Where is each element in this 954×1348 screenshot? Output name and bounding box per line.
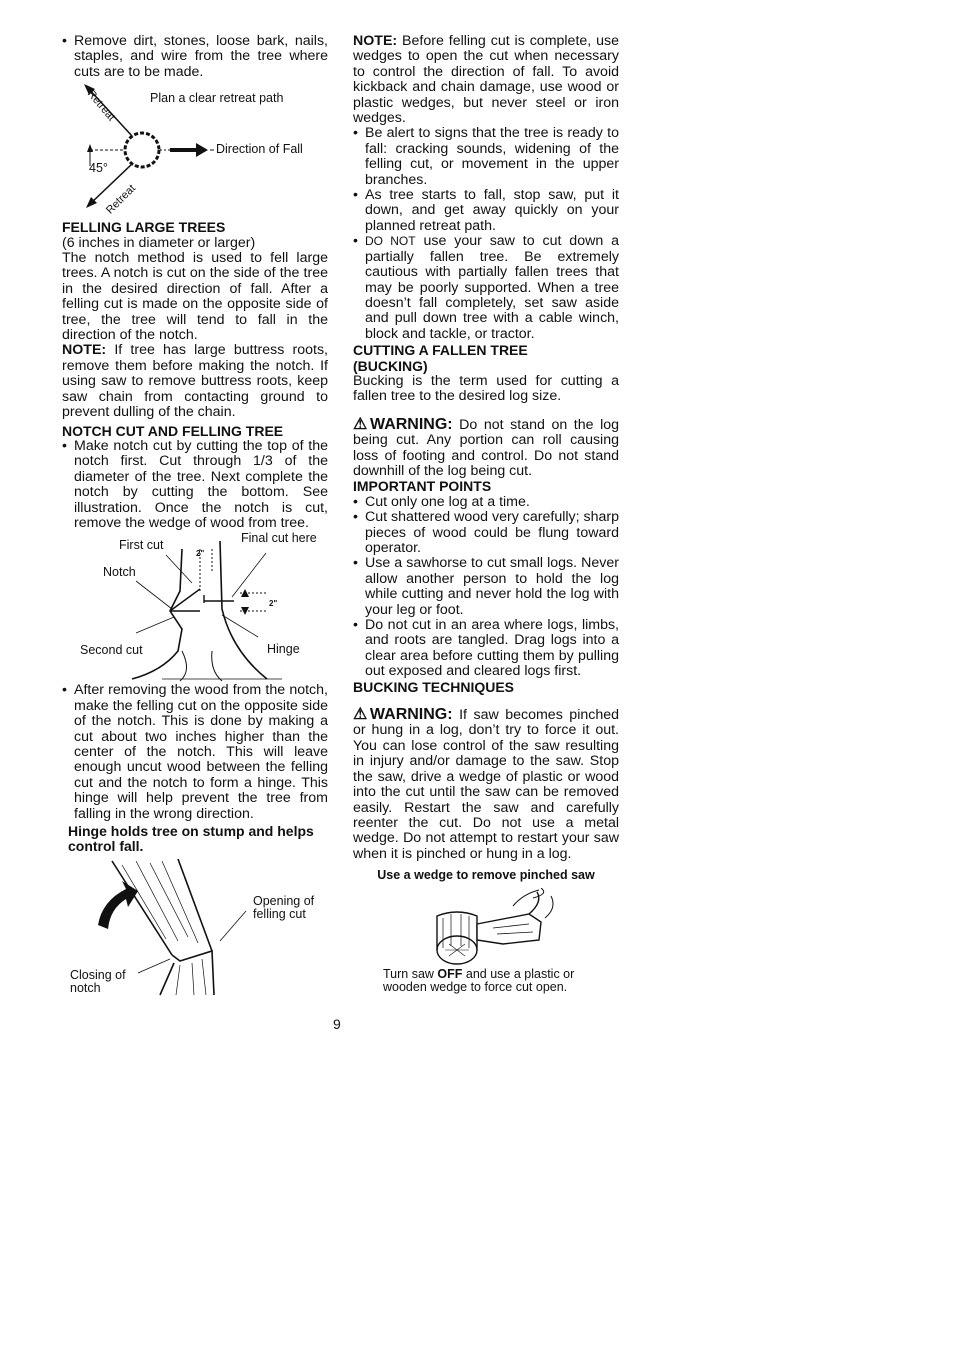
- opening-label: Opening of felling cut: [253, 893, 315, 921]
- list-item: • Make notch cut by cutting the top of the notch first. Cut through 1/3 of the diameter of the tree. Next complete the notch by cutting the bottom. See illustration. Once the notch is cut, remove the wedge of wood from tree.: [62, 439, 328, 531]
- warning-1-body: Do not stand on the log being cut. Any portion can roll causing loss of footing and control. Do not stand downhill of the log being cut.: [353, 416, 620, 479]
- retreat-label-top: Retreat: [84, 88, 118, 124]
- warning-1: [353, 417, 619, 480]
- list-item: • Remove dirt, stones, loose bark, nails, staples, and wire from the tree where cuts are to be made.: [62, 34, 328, 80]
- second-cut-label: Second cut: [80, 643, 143, 658]
- two-inch-label-b: 2": [269, 599, 278, 609]
- cutting-fallen-heading: CUTTING A FALLEN TREE (BUCKING): [353, 342, 528, 374]
- important-points-heading: IMPORTANT POINTS: [353, 478, 492, 495]
- turn-off-caption: [353, 968, 619, 995]
- right-column: [353, 34, 619, 995]
- notch-label: Notch: [103, 565, 136, 580]
- hinge-figure: [62, 855, 328, 997]
- retreat-path-figure: [62, 80, 328, 217]
- list-item: [353, 234, 619, 342]
- hinge-caption: Hinge holds tree on stump and helps control fall.: [68, 823, 314, 855]
- warning-1-label: WARNING:: [369, 415, 453, 433]
- bucking-body: Bucking is the term used for cutting a fallen tree to the desired log size.: [353, 372, 619, 405]
- first-cut-label: First cut: [119, 538, 164, 553]
- warning-2-label: WARNING:: [369, 706, 453, 724]
- warning-2: [353, 707, 619, 862]
- wedge-heading: Use a wedge to remove pinched saw: [377, 868, 595, 883]
- off-label: OFF: [437, 966, 463, 981]
- note-body: If tree has large buttress roots, remove them before making the notch. If using saw to remove buttress roots, keep saw chain from contacting ground to prevent dulling of the chain.: [62, 342, 328, 421]
- important-points-list: [353, 495, 619, 680]
- notch-diagram: [62, 531, 328, 683]
- warning-icon: ⚠: [353, 706, 370, 724]
- bucking-techniques-heading: BUCKING TECHNIQUES: [353, 678, 515, 695]
- direction-of-fall-label: Direction of Fall: [216, 142, 303, 157]
- remove-list: [62, 34, 328, 80]
- angle-label: 45°: [89, 161, 108, 176]
- felling-heading: FELLING LARGE TREES: [62, 219, 226, 236]
- note-label: NOTE:: [62, 342, 107, 359]
- page-number: 9: [333, 1016, 341, 1032]
- after-list: [62, 683, 328, 822]
- list-item: • Cut shattered wood very carefully; sharp pieces of wood could be flung toward operator.: [353, 510, 619, 556]
- pinched-saw-diagram: [353, 888, 619, 968]
- final-cut-label: Final cut here: [241, 531, 317, 546]
- notch-cut-figure: [62, 531, 328, 683]
- left-column: [62, 34, 328, 997]
- list-item: • Use a sawhorse to cut small logs. Never allow another person to hold the log while cutting and never hold the log with your leg or foot.: [353, 556, 619, 618]
- pinched-saw-figure: [353, 888, 619, 968]
- closing-label: Closing of notch: [70, 967, 126, 995]
- note-body-right: Before felling cut is complete, use wedges to open the cut when necessary to control the direction of fall. To avoid kickback and chain damage, use wood or plastic wedges, but never steel or iron wedges.: [353, 33, 619, 127]
- warning-icon: ⚠: [353, 415, 370, 433]
- turn-pre: Turn saw: [383, 966, 438, 981]
- warning-2-body: If saw becomes pinched or hung in a log, don’t try to force it out. You can lose control of the saw resulting in injury and/or damage to the saw. Stop the saw, drive a wedge of plastic or wood into the cut until the saw can be removed easily. Restart the saw and carefully reenter the cut. Do not use a metal wedge. Do not attempt to restart your saw when it is pinched or hung in a log.: [353, 707, 619, 862]
- do-not-label: DO NOT: [365, 234, 416, 249]
- hinge-label: Hinge: [267, 642, 300, 657]
- notch-heading: NOTCH CUT AND FELLING TREE: [62, 422, 284, 439]
- retreat-label-bottom: Retreat: [104, 182, 138, 217]
- list-item: • After removing the wood from the notch, make the felling cut on the opposite side of the notch. This is done by making a cut about two inches higher than the center of the notch. This will leave enough uncut wood between the felling cut and the notch to form a hinge. This hinge will help prevent the tree from falling in the wrong direction.: [62, 683, 328, 822]
- note-label-right: NOTE:: [353, 33, 398, 49]
- two-inch-label-a: 2": [196, 549, 205, 559]
- tree-fall-list: [353, 126, 619, 342]
- felling-subheading: (6 inches in diameter or larger): [62, 234, 256, 251]
- notch-list: [62, 439, 328, 531]
- note-paragraph: [62, 343, 328, 420]
- partial-tree-text: use your saw to cut down a partially fallen tree. Be extremely cautious with partially fallen trees that may be poorly supported. When a tree doesn’t fall completely, set saw aside and pull down tree with a cable winch, block and tackle, or tractor.: [365, 233, 619, 342]
- plan-retreat-label: Plan a clear retreat path: [150, 91, 284, 106]
- note-paragraph-right: [353, 34, 619, 126]
- list-item: • Cut only one log at a time.: [353, 495, 619, 510]
- felling-body: The notch method is used to fell large trees. A notch is cut on the side of the tree in the desired direction of fall. After a felling cut is made on the opposite side of tree, the tree will tend to fall in the direction of the notch.: [62, 250, 328, 344]
- list-item: • Do not cut in an area where logs, limbs, and roots are tangled. Drag logs into a clear area before cutting them by pulling out exposed and cleared logs first.: [353, 618, 619, 680]
- turn-post: and use a plastic or wooden wedge to force cut open.: [383, 966, 575, 995]
- list-item: • As tree starts to fall, stop saw, put it down, and get away quickly on your planned retreat path.: [353, 188, 619, 234]
- list-item: • Be alert to signs that the tree is ready to fall: cracking sounds, widening of the felling cut, or movement in the upper branches.: [353, 126, 619, 188]
